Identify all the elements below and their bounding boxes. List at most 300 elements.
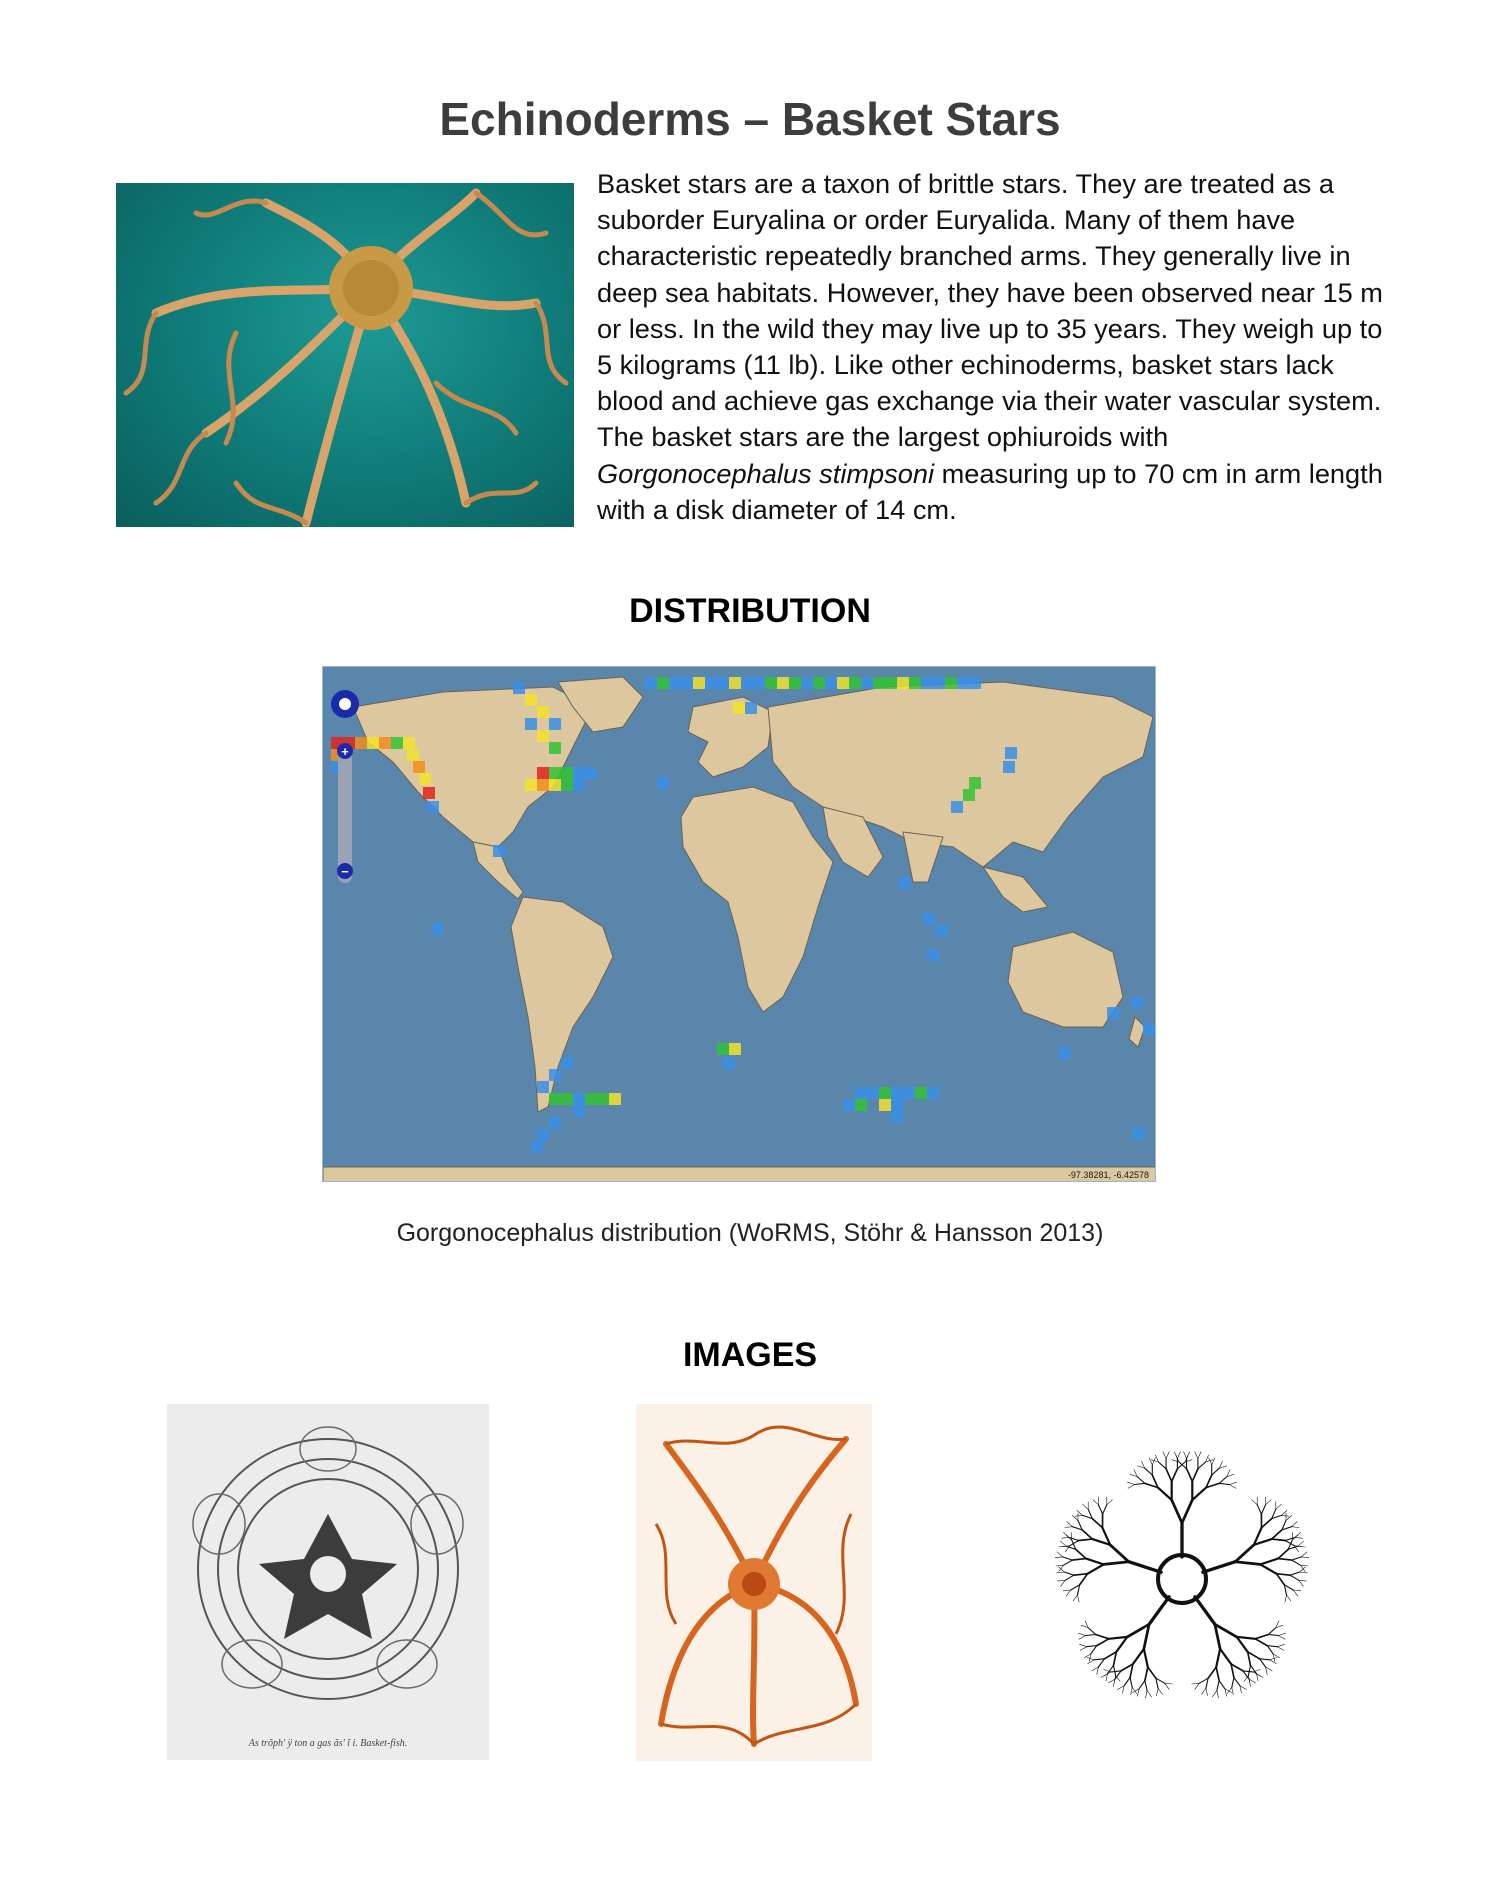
arm-branch bbox=[1149, 1458, 1152, 1465]
arm-branch bbox=[1139, 1681, 1145, 1689]
arm-branch bbox=[1127, 1482, 1134, 1484]
occurrence-cell bbox=[923, 913, 935, 925]
arm-branch bbox=[1229, 1485, 1236, 1489]
arm-branch bbox=[1272, 1530, 1282, 1539]
occurrence-cell bbox=[681, 677, 693, 689]
occurrence-cell bbox=[927, 1087, 939, 1099]
arm-branch bbox=[1103, 1505, 1107, 1514]
arm-branch bbox=[1116, 1637, 1127, 1652]
occurrence-cell bbox=[873, 677, 885, 689]
occurrence-cell bbox=[537, 706, 549, 718]
arm-branch bbox=[1206, 1688, 1208, 1695]
arm-branch bbox=[1235, 1545, 1254, 1562]
arm-branch bbox=[1299, 1580, 1303, 1586]
intro-text-start: Basket stars are a taxon of brittle stars. They are treated as a suborder Euryalina or order Euryalida. Many of them have characteristic repeatedly branched arms. They generally live in deep sea habitats. However, they have been observed near 15 m or less. In the wild they may live up to 35 years. They weigh up to 5 kilograms (11 lb). Like other echinoderms, basket stars lack blood and achieve gas exchange via their water vascular system. The basket stars are the largest ophiuroids with bbox=[597, 168, 1383, 453]
occurrence-cell bbox=[493, 845, 505, 857]
occurrence-cell bbox=[1059, 1047, 1071, 1059]
arm-branch bbox=[1111, 1671, 1121, 1672]
arm-branch bbox=[1292, 1557, 1302, 1560]
occurrence-cell bbox=[741, 677, 753, 689]
arm-branch bbox=[1063, 1557, 1073, 1560]
occurrence-cell bbox=[745, 702, 757, 714]
arm-branch bbox=[1260, 1659, 1266, 1667]
distribution-map bbox=[322, 666, 1156, 1182]
arm-branch bbox=[1219, 1681, 1225, 1689]
occurrence-cell bbox=[963, 789, 975, 801]
occurrence-cell bbox=[891, 1087, 903, 1099]
occurrence-cell bbox=[561, 1057, 573, 1069]
occurrence-cell bbox=[657, 677, 669, 689]
arm-branch bbox=[1270, 1660, 1277, 1664]
arm-branch bbox=[1107, 1500, 1113, 1505]
arm-branch bbox=[1237, 1637, 1248, 1652]
occurrence-cell bbox=[855, 1099, 867, 1111]
occurrence-cell bbox=[723, 1057, 735, 1069]
arm-branch bbox=[1063, 1532, 1069, 1537]
occurrence-cell bbox=[849, 677, 861, 689]
occurrence-cell bbox=[837, 677, 849, 689]
occurrence-cell bbox=[897, 677, 909, 689]
distribution-heading: DISTRIBUTION bbox=[629, 592, 871, 630]
occurrence-cell bbox=[573, 779, 585, 791]
arm-branch bbox=[1195, 1597, 1215, 1625]
arm-branch bbox=[1276, 1504, 1282, 1509]
arm-branch bbox=[1292, 1560, 1301, 1565]
arm-branch bbox=[1257, 1505, 1261, 1514]
arm-branch bbox=[1061, 1580, 1065, 1586]
occurrence-cell bbox=[813, 677, 825, 689]
arm-branch bbox=[1073, 1595, 1077, 1601]
arm-branch bbox=[1061, 1541, 1067, 1546]
arm-branch bbox=[1187, 1469, 1193, 1482]
occurrence-cell bbox=[1003, 761, 1015, 773]
occurrence-cell bbox=[777, 677, 789, 689]
occurrence-cell bbox=[843, 1099, 855, 1111]
occurrence-cell bbox=[423, 787, 435, 799]
arm-branch bbox=[1065, 1527, 1073, 1528]
arm-branch bbox=[1292, 1527, 1300, 1528]
arm-branch bbox=[1087, 1658, 1094, 1660]
arm-branch bbox=[1082, 1530, 1092, 1539]
arm-branch bbox=[1075, 1515, 1083, 1516]
basket-star-photo bbox=[116, 183, 574, 527]
arm-branch bbox=[1177, 1452, 1180, 1459]
occurrence-cell bbox=[969, 777, 981, 789]
arm-branch bbox=[1145, 1667, 1148, 1681]
occurrence-cell bbox=[933, 677, 945, 689]
arm-branch bbox=[1192, 1683, 1200, 1684]
arm-branch bbox=[1232, 1687, 1234, 1694]
occurrence-cell bbox=[899, 877, 911, 889]
map-caption: Gorgonocephalus distribution (WoRMS, Stöhr & Hansson 2013) bbox=[396, 1219, 1104, 1247]
occurrence-cell bbox=[537, 1129, 549, 1141]
occurrence-cell bbox=[645, 677, 657, 689]
occurrence-cell bbox=[669, 677, 681, 689]
occurrence-cell bbox=[909, 677, 921, 689]
arm-branch bbox=[1278, 1549, 1288, 1558]
arm-branch bbox=[1260, 1564, 1276, 1573]
occurrence-cell bbox=[765, 677, 777, 689]
arm-branch bbox=[1217, 1681, 1219, 1691]
occurrence-cell bbox=[1143, 1023, 1155, 1035]
arm-branch bbox=[1270, 1658, 1277, 1660]
occurrence-cell bbox=[413, 761, 425, 773]
arm-branch bbox=[1268, 1628, 1276, 1635]
arm-branch bbox=[1273, 1654, 1275, 1661]
occurrence-cell bbox=[549, 1093, 561, 1105]
arm-branch bbox=[1078, 1595, 1080, 1602]
occurrence-cell bbox=[549, 767, 561, 779]
occurrence-cell bbox=[717, 1043, 729, 1055]
arm-branch bbox=[1104, 1562, 1129, 1565]
arm-branch bbox=[1148, 1667, 1156, 1678]
arm-branch bbox=[1065, 1575, 1074, 1580]
occurrence-cell bbox=[573, 1105, 585, 1117]
arm-branch bbox=[1149, 1597, 1169, 1625]
arm-branch bbox=[1055, 1557, 1063, 1558]
arm-branch bbox=[1277, 1647, 1284, 1651]
arm-branch bbox=[1146, 1691, 1148, 1698]
arm-branch bbox=[1273, 1654, 1280, 1658]
arm-branch bbox=[1098, 1505, 1102, 1514]
arm-branch bbox=[1285, 1595, 1287, 1602]
occurrence-cell bbox=[915, 1087, 927, 1099]
arm-branch bbox=[1064, 1572, 1074, 1575]
arm-branch bbox=[1157, 1688, 1159, 1695]
arm-branch bbox=[1235, 1562, 1260, 1565]
arm-branch bbox=[1252, 1500, 1258, 1505]
arm-branch bbox=[1216, 1667, 1219, 1681]
occurrence-cell bbox=[885, 677, 897, 689]
occurrence-cell bbox=[1005, 747, 1017, 759]
arm-branch bbox=[1208, 1667, 1216, 1678]
arm-branch bbox=[1262, 1519, 1272, 1528]
arm-branch bbox=[1144, 1649, 1148, 1667]
arm-branch bbox=[1116, 1675, 1121, 1681]
arm-branch bbox=[1076, 1549, 1086, 1558]
arm-branch bbox=[1062, 1546, 1070, 1547]
arm-branch bbox=[1212, 1458, 1215, 1465]
arm-branch bbox=[1198, 1462, 1206, 1469]
arm-branch bbox=[1094, 1659, 1104, 1660]
arm-branch bbox=[1192, 1488, 1206, 1500]
arm-branch bbox=[1080, 1644, 1087, 1646]
arm-branch bbox=[1056, 1565, 1064, 1566]
arm-branch bbox=[1253, 1672, 1260, 1676]
arm-branch bbox=[1098, 1659, 1104, 1667]
occurrence-cell bbox=[609, 1093, 621, 1105]
arm-branch bbox=[1299, 1580, 1307, 1581]
arm-branch bbox=[1086, 1635, 1096, 1636]
occurrence-cell bbox=[891, 1111, 903, 1123]
arm-branch bbox=[1229, 1482, 1236, 1484]
arm-branch bbox=[1088, 1564, 1104, 1573]
occurrence-cell bbox=[855, 1087, 867, 1099]
occurrence-cell bbox=[903, 1087, 915, 1099]
arm-branch bbox=[1158, 1488, 1172, 1500]
haeckel-orange-plate bbox=[636, 1404, 872, 1761]
occurrence-cell bbox=[1133, 1127, 1145, 1139]
antarctica-edge bbox=[323, 1167, 1156, 1182]
occurrence-cell bbox=[561, 1093, 573, 1105]
arm-branch bbox=[1243, 1671, 1253, 1672]
arm-branch bbox=[1128, 1485, 1135, 1489]
arm-branch bbox=[1088, 1660, 1095, 1664]
arm-branch bbox=[1261, 1505, 1265, 1514]
occurrence-cell bbox=[427, 801, 439, 813]
arm-branch bbox=[1278, 1559, 1292, 1561]
occurrence-cell bbox=[549, 718, 561, 730]
arm-branch bbox=[1097, 1639, 1109, 1646]
occurrence-cell bbox=[705, 677, 717, 689]
arm-branch bbox=[1234, 1678, 1240, 1686]
arm-branch bbox=[1260, 1559, 1278, 1565]
arm-branch bbox=[1219, 1477, 1227, 1484]
occurrence-cell bbox=[867, 1087, 879, 1099]
arm-branch bbox=[1267, 1646, 1273, 1654]
occurrence-cell bbox=[367, 737, 379, 749]
arm-branch bbox=[1088, 1628, 1096, 1635]
arm-branch bbox=[1219, 1483, 1229, 1484]
arm-branch bbox=[1217, 1691, 1219, 1698]
arm-branch bbox=[1301, 1552, 1307, 1557]
occurrence-cell bbox=[403, 737, 415, 749]
occurrence-cell bbox=[549, 779, 561, 791]
arm-branch bbox=[1124, 1678, 1130, 1686]
zoom-slider[interactable] bbox=[338, 743, 352, 883]
occurrence-cell bbox=[391, 737, 403, 749]
arm-branch bbox=[1248, 1665, 1250, 1675]
arm-branch bbox=[1093, 1500, 1099, 1505]
arm-branch bbox=[1087, 1646, 1097, 1647]
occurrence-cell bbox=[419, 773, 431, 785]
arm-branch bbox=[1129, 1562, 1161, 1573]
arm-branch bbox=[1109, 1637, 1128, 1639]
arm-branch bbox=[1281, 1515, 1289, 1516]
arm-branch bbox=[1255, 1635, 1268, 1639]
arm-branch bbox=[1177, 1462, 1185, 1469]
arm-branch bbox=[1195, 1452, 1198, 1459]
arm-branch bbox=[1220, 1649, 1231, 1664]
arm-branch bbox=[1163, 1452, 1166, 1459]
arm-branch bbox=[1166, 1452, 1169, 1459]
occurrence-cell bbox=[729, 1043, 741, 1055]
arm-branch bbox=[1145, 1468, 1153, 1475]
arm-branch bbox=[1074, 1574, 1088, 1576]
arm-branch bbox=[1203, 1562, 1235, 1573]
arm-branch bbox=[1277, 1644, 1284, 1646]
zoom-out-symbol: − bbox=[341, 864, 349, 879]
occurrence-cell bbox=[525, 779, 537, 791]
arm-branch bbox=[1137, 1477, 1145, 1484]
occurrence-cell bbox=[431, 923, 443, 935]
occurrence-cell bbox=[1107, 1007, 1119, 1019]
occurrence-cell bbox=[693, 677, 705, 689]
arm-branch bbox=[1089, 1654, 1091, 1661]
occurrence-cell bbox=[879, 1087, 891, 1099]
arm-branch bbox=[1198, 1452, 1201, 1459]
occurrence-cell bbox=[969, 677, 981, 689]
arm-branch bbox=[1216, 1649, 1220, 1667]
arm-branch bbox=[1293, 1590, 1301, 1591]
occurrence-cell bbox=[561, 767, 573, 779]
arm-branch bbox=[1276, 1574, 1284, 1585]
arm-branch bbox=[1130, 1678, 1132, 1688]
occurrence-cell bbox=[921, 677, 933, 689]
occurrence-cell bbox=[561, 779, 573, 791]
arm-branch bbox=[1272, 1539, 1286, 1540]
arm-branch bbox=[1195, 1683, 1199, 1689]
species-name: Gorgonocephalus stimpsoni bbox=[597, 457, 935, 489]
occurrence-cell bbox=[513, 682, 525, 694]
intro-paragraph bbox=[597, 166, 1387, 528]
occurrence-cell bbox=[379, 737, 391, 749]
occurrence-cell bbox=[945, 677, 957, 689]
arm-branch bbox=[1244, 1675, 1249, 1681]
arm-branch bbox=[1182, 1500, 1192, 1523]
arm-branch bbox=[1267, 1646, 1277, 1647]
arm-branch bbox=[1062, 1537, 1070, 1538]
arm-branch bbox=[1064, 1560, 1073, 1565]
arm-branch bbox=[1212, 1468, 1220, 1475]
arm-branch bbox=[1165, 1683, 1169, 1689]
arm-branch bbox=[1172, 1469, 1178, 1482]
arm-branch bbox=[1083, 1504, 1089, 1509]
occurrence-cell bbox=[537, 1081, 549, 1093]
arm-branch bbox=[1057, 1552, 1063, 1557]
arm-branch bbox=[1290, 1572, 1300, 1575]
zoom-in-symbol: + bbox=[341, 744, 349, 759]
arm-branch bbox=[1114, 1665, 1116, 1675]
arm-branch bbox=[1187, 1452, 1190, 1459]
occurrence-cell bbox=[951, 801, 963, 813]
arm-branch bbox=[1213, 1691, 1217, 1697]
arm-branch bbox=[1091, 1646, 1097, 1654]
arm-branch bbox=[1165, 1683, 1173, 1684]
arm-branch bbox=[1290, 1575, 1299, 1580]
occurrence-cell bbox=[549, 742, 561, 754]
arm-branch bbox=[1260, 1659, 1270, 1660]
basket-fish-engraving bbox=[167, 1404, 489, 1760]
arm-branch bbox=[1058, 1580, 1066, 1581]
arm-branch bbox=[1080, 1574, 1088, 1585]
arm-branch bbox=[1096, 1635, 1109, 1639]
arm-branch bbox=[1301, 1557, 1309, 1558]
arm-branch bbox=[1079, 1539, 1093, 1540]
coordinates-readout: -97.38281, -6.42578 bbox=[1067, 1170, 1149, 1180]
arm-branch bbox=[1279, 1633, 1286, 1635]
occurrence-cell bbox=[573, 1093, 585, 1105]
arm-branch bbox=[1078, 1633, 1085, 1635]
arm-branch bbox=[1066, 1590, 1070, 1596]
occurrence-cell bbox=[879, 1099, 891, 1111]
occurrence-cell bbox=[355, 737, 367, 749]
arm-branch bbox=[1298, 1541, 1304, 1546]
arm-branch bbox=[1166, 1469, 1172, 1482]
occurrence-cell bbox=[789, 677, 801, 689]
occurrence-cell bbox=[1131, 997, 1143, 1009]
arm-branch bbox=[1145, 1681, 1147, 1691]
occurrence-cell bbox=[585, 767, 597, 779]
arm-branch bbox=[1276, 1574, 1290, 1576]
arm-branch bbox=[1202, 1688, 1206, 1694]
occurrence-cell bbox=[537, 767, 549, 779]
arm-branch bbox=[1133, 1649, 1144, 1664]
arm-branch bbox=[1152, 1458, 1155, 1465]
occurrence-cell bbox=[657, 777, 669, 789]
arm-branch bbox=[1268, 1635, 1278, 1636]
arm-branch bbox=[1237, 1637, 1256, 1639]
arm-branch bbox=[1067, 1522, 1073, 1527]
arm-branch bbox=[1147, 1691, 1151, 1697]
occurrence-cell bbox=[717, 677, 729, 689]
arm-branch bbox=[1300, 1572, 1308, 1573]
arm-branch bbox=[1172, 1500, 1182, 1523]
occurrence-cell bbox=[525, 694, 537, 706]
branching-arm-drawing bbox=[1024, 1404, 1340, 1774]
page-title: Echinoderms – Basket Stars bbox=[439, 93, 1061, 145]
arm-branch bbox=[1135, 1483, 1145, 1484]
arm-branch bbox=[1292, 1522, 1298, 1527]
occurrence-cell bbox=[531, 1141, 543, 1153]
occurrence-cell bbox=[549, 1117, 561, 1129]
occurrence-cell bbox=[801, 677, 813, 689]
arm-branch bbox=[1080, 1647, 1087, 1651]
occurrence-cell bbox=[729, 677, 741, 689]
arm-branch bbox=[1079, 1636, 1086, 1640]
arm-branch bbox=[1110, 1545, 1129, 1562]
arm-branch bbox=[1086, 1559, 1104, 1565]
arm-branch bbox=[1232, 1678, 1234, 1688]
occurrence-cell bbox=[825, 677, 837, 689]
arm-branch bbox=[1159, 1462, 1167, 1469]
arm-branch bbox=[1266, 1500, 1272, 1505]
occurrence-cell bbox=[861, 677, 873, 689]
arm-branch bbox=[1301, 1565, 1309, 1566]
arm-branch bbox=[1293, 1590, 1297, 1596]
arm-branch bbox=[1063, 1590, 1071, 1591]
occurrence-cell bbox=[733, 702, 745, 714]
occurrence-cell bbox=[537, 730, 549, 742]
arm-branch bbox=[1295, 1537, 1303, 1538]
occurrence-cell bbox=[935, 925, 947, 937]
occurrence-cell bbox=[957, 677, 969, 689]
occurrence-cell bbox=[525, 718, 537, 730]
images-heading: IMAGES bbox=[682, 1336, 818, 1374]
plate-1-caption: As trŏph' ÿ ton a gas ăs' ĭ i. Basket-fish. bbox=[248, 1738, 408, 1749]
arm-branch bbox=[1057, 1572, 1065, 1573]
arm-branch bbox=[1255, 1639, 1267, 1646]
arm-branch bbox=[1084, 1654, 1091, 1658]
occurrence-cell bbox=[927, 949, 939, 961]
arm-branch bbox=[1072, 1559, 1086, 1561]
occurrence-cell bbox=[753, 677, 765, 689]
occurrence-cell bbox=[407, 749, 419, 761]
arm-branch bbox=[1179, 1462, 1187, 1469]
arm-branch bbox=[1184, 1452, 1187, 1459]
occurrence-cell bbox=[891, 1099, 903, 1111]
arm-branch bbox=[1279, 1636, 1286, 1640]
arm-branch bbox=[1131, 1687, 1133, 1694]
arm-branch bbox=[1092, 1519, 1102, 1528]
arm-branch bbox=[1287, 1595, 1291, 1601]
arm-branch bbox=[1298, 1546, 1306, 1547]
occurrence-cell bbox=[549, 1069, 561, 1081]
occurrence-cell bbox=[537, 779, 549, 791]
occurrence-cell bbox=[597, 1093, 609, 1105]
intro-text-end: measuring up to 70 cm in arm length with a disk diameter of 14 cm. bbox=[597, 457, 1383, 525]
arm-branch bbox=[1209, 1458, 1212, 1465]
